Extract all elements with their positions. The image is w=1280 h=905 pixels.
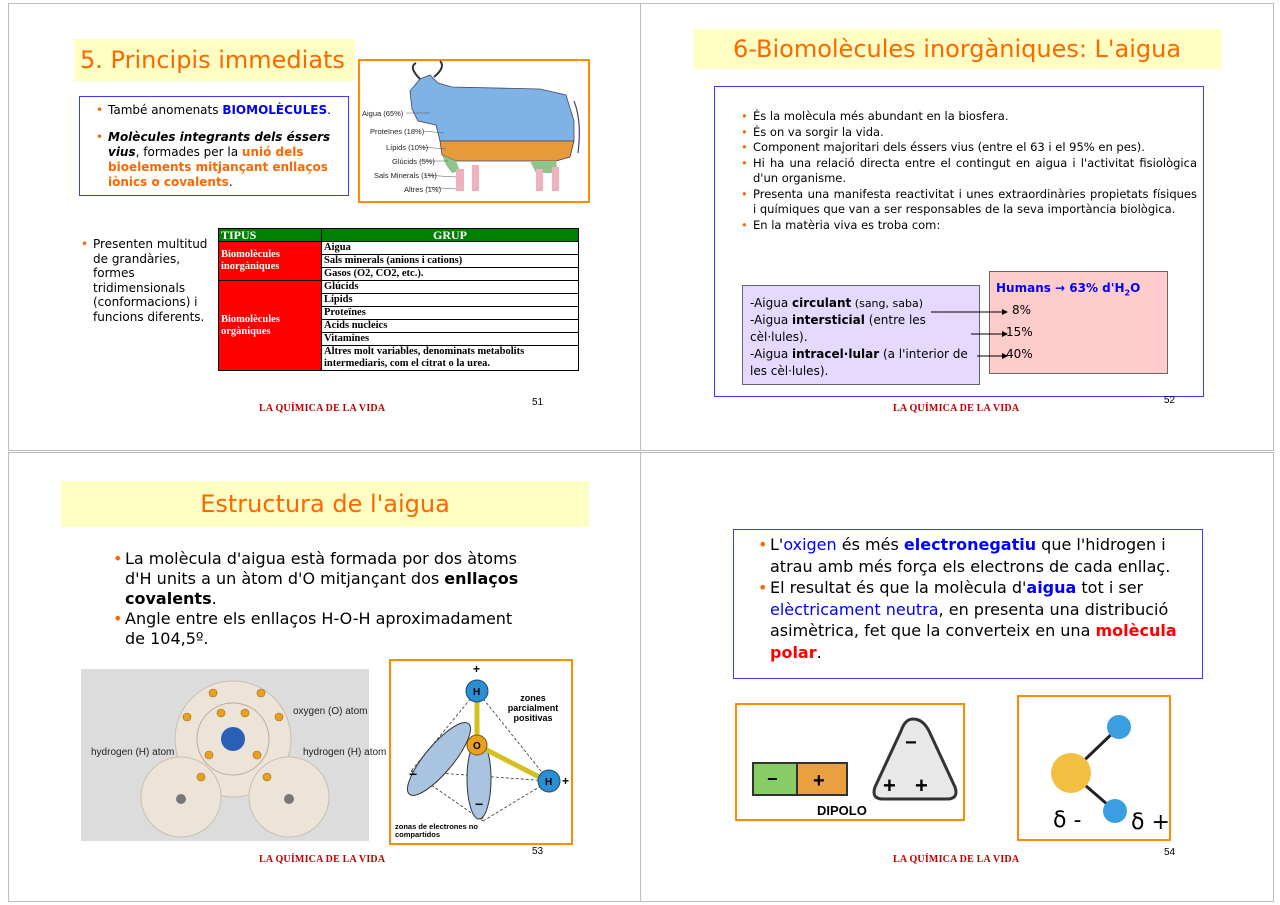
delta-plus-label: δ + [1131, 810, 1170, 835]
list-item: • És la molècula més abundant en la biosfera. [753, 109, 1197, 125]
table-row: Vitamines [322, 333, 579, 346]
biomolecules-table [218, 228, 579, 371]
tetrahedron-icon [391, 661, 571, 843]
dipolo-label: DIPOLO [817, 803, 867, 818]
cow-label-salts: Sals Minerals (1%) [374, 171, 437, 180]
page-number: 51 [532, 397, 544, 408]
slide-53 [8, 452, 641, 902]
label-plus-right: + [562, 774, 570, 788]
triangle-plus-right: + [915, 773, 928, 798]
delta-minus-label: δ - [1053, 808, 1082, 833]
list-item: • És on va sorgir la vida. [753, 125, 1197, 141]
slide-53-title: Estructura de l'aigua [61, 481, 589, 527]
label-h-top: H [473, 687, 481, 698]
cow-label-lipids: Lípids (10%) [386, 143, 429, 152]
slide-footer: LA QUÍMICA DE LA VIDA [259, 854, 386, 865]
percent-circulating: 8% [1012, 303, 1032, 317]
percent-intracellular: 40% [1006, 347, 1033, 361]
label-plus-top: + [473, 662, 481, 676]
cow-composition-image [358, 59, 590, 203]
water-type-intracellular: -Aigua intracel·lular (a l'interior de les cèl·lules). [750, 347, 968, 378]
table-header-grup: GRUP [322, 229, 579, 242]
slide-52 [640, 3, 1274, 451]
label-h-right: H [545, 777, 553, 788]
slide-51-title: 5. Principis immediats [74, 39, 355, 81]
cow-label-water: Aigua (65%) [362, 109, 404, 118]
slide-54 [640, 452, 1274, 902]
table-row: Altres molt variables, denominats metabolits intermediaris, com el citrat o la urea. [322, 346, 579, 371]
list-item: • Hi ha una relació directa entre el contingut en aigua i l'activitat fisiològica d'un organisme. [753, 156, 1197, 187]
triangle-plus-left: + [883, 773, 896, 798]
dipole-plus: + [813, 770, 825, 792]
label-lone-pairs: zonas de electrones no compartidos [395, 822, 478, 839]
bullet-water-molecule: • La molècula d'aigua està formada por dos àtoms d'H units a un àtom d'O mitjançant dos enllaços covalents. [125, 549, 529, 609]
slide-51 [8, 3, 641, 451]
label-hydrogen-right: hydrogen (H) atom [303, 747, 387, 758]
water-molecule-image [1017, 695, 1171, 841]
page-number: 52 [1164, 395, 1176, 406]
table-row: Aigua [322, 242, 579, 255]
slide-51-bullets-box [79, 96, 349, 196]
triangle-minus: − [905, 732, 917, 754]
water-facts-list [741, 109, 1197, 233]
bullet-angle: • Angle entre els enllaços H-O-H aproximadament de 104,5º. [125, 609, 529, 649]
table-row: Proteïnes [322, 307, 579, 320]
humans-box [989, 271, 1168, 374]
label-hydrogen-left: hydrogen (H) atom [91, 747, 175, 758]
page-number: 53 [532, 846, 544, 857]
arrows [931, 298, 1011, 368]
table-cat-inorganic: Biomolècules inorgàniques [219, 242, 322, 281]
bullet-electronegativity: • L'oxigen és més electronegatiu que l'hidrogen i atrau amb més força els electrons de cada enllaç. [770, 534, 1196, 577]
humans-label: Humans → 63% $d'H_2O$ [996, 281, 1141, 298]
label-positive-zones: zones parcialment positivas [507, 693, 559, 723]
list-item: • En la matèria viva es troba com: [753, 218, 1197, 234]
table-row: Sals minerals (anions i cations) [322, 255, 579, 268]
dipole-minus: − [767, 769, 778, 789]
cow-label-proteins: Proteïnes (18%) [370, 127, 425, 136]
water-type-interstitial: -Aigua intersticial (entre les cèl·lules). [750, 313, 926, 344]
bullet-various-forms: • Presenten multitud de grandàries, formes tridimensionals (conformacions) i funcions diferents. [73, 237, 213, 324]
label-minus-bottom: − [475, 796, 484, 812]
water-type-circulating: -Aigua circulant (sang, saba) [750, 296, 923, 310]
water-atom-image [81, 669, 387, 841]
slide-footer: LA QUÍMICA DE LA VIDA [893, 403, 1020, 414]
cow-label-others: Altres (1%) [404, 185, 442, 194]
bullet-molecules: • Molècules integrants dels éssers vius, formades per la unió dels bioelements mitjançant enllaços iònics o covalents. [108, 130, 344, 190]
polar-molecule-icon [1019, 697, 1169, 839]
dipole-icon [737, 705, 963, 819]
table-cat-organic: Biomolècules orgàniques [219, 281, 322, 371]
list-item: • Component majoritari dels éssers vius (entre el 63 i el 95% en pes). [753, 140, 1197, 156]
slide-52-title: 6-Biomolècules inorgàniques: L'aigua [693, 29, 1221, 69]
dipole-image [735, 703, 965, 821]
table-row: Glúcids [322, 281, 579, 294]
label-o: O [473, 741, 481, 752]
atom-model-icon [81, 669, 387, 841]
list-item: • Presenta una manifesta reactivitat i unes extraordinàries propietats físiques i químiques que van a ser responsables de la seva importància biològica. [753, 187, 1197, 218]
label-minus-left: − [409, 766, 418, 782]
percent-interstitial: 15% [1006, 325, 1033, 339]
bullet-biomolecules: • També anomenats BIOMOLÈCULES. [108, 103, 344, 118]
page-number: 54 [1164, 847, 1176, 858]
tetrahedron-image [389, 659, 573, 845]
slide-53-bullets [109, 549, 529, 649]
table-row: Àcids nucleics [322, 320, 579, 333]
slide-footer: LA QUÍMICA DE LA VIDA [893, 854, 1020, 865]
table-row: Lípids [322, 294, 579, 307]
table-header-tipus: TIPUS [219, 229, 322, 242]
bullet-polar-molecule: • El resultat és que la molècula d'aigua tot i ser elèctricament neutra, en presenta una distribució asimètrica, fet que la converteix en una molècula polar. [770, 577, 1196, 663]
label-oxygen-atom: oxygen (O) atom [293, 706, 368, 717]
cow-label-glucids: Glúcids (5%) [392, 157, 435, 166]
slide-54-text-box [733, 529, 1203, 679]
slide-footer: LA QUÍMICA DE LA VIDA [259, 403, 386, 414]
cow-icon [360, 61, 588, 201]
table-row: Gasos (O2, CO2, etc.). [322, 268, 579, 281]
